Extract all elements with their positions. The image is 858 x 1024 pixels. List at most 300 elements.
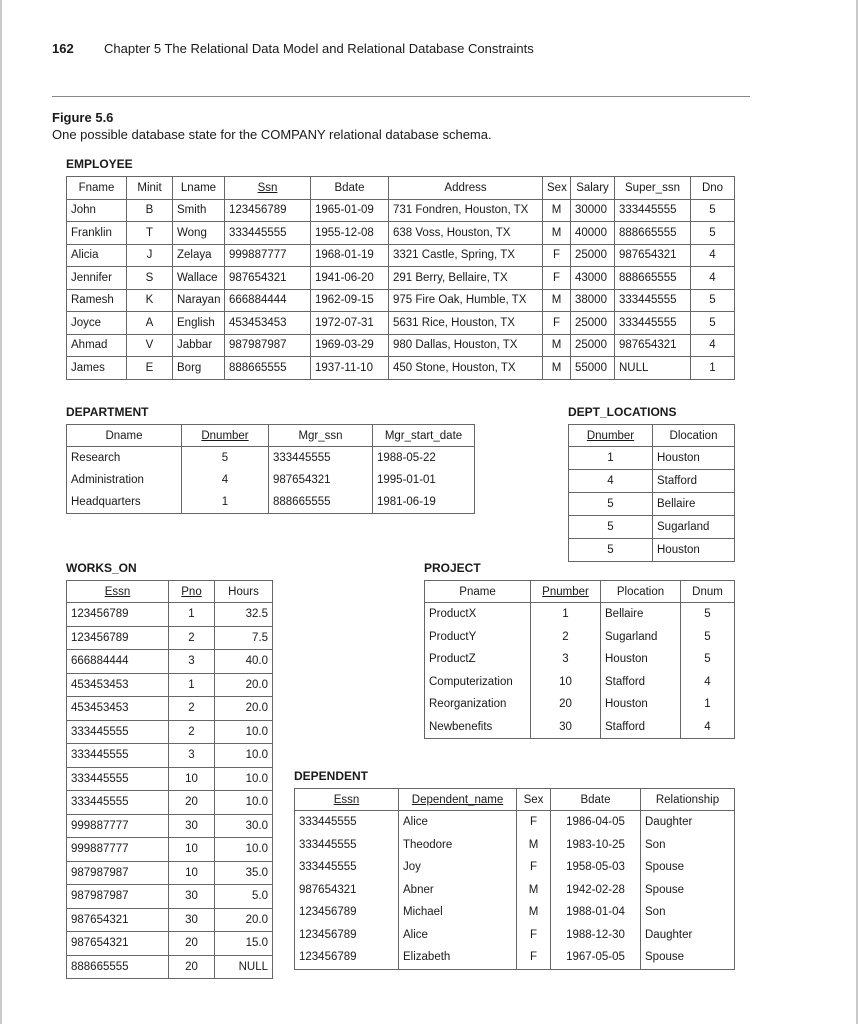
column-header (67, 581, 169, 603)
table-row (67, 357, 735, 380)
table-row (569, 470, 735, 493)
column-header (517, 789, 551, 811)
table-cell: Theodore (399, 834, 517, 857)
column-header (269, 425, 373, 447)
table-cell: 333445555 (295, 811, 399, 834)
table-row (67, 626, 273, 650)
table-cell: 333445555 (67, 791, 169, 815)
table-row (425, 648, 735, 671)
table-cell: M (517, 879, 551, 902)
dept-locations-table (568, 424, 735, 562)
table-cell: 888665555 (225, 357, 311, 380)
running-header (52, 41, 534, 56)
table-cell: 987654321 (67, 932, 169, 956)
table-cell: F (517, 946, 551, 969)
table-cell: 1968-01-19 (311, 244, 389, 267)
table-cell: 987987987 (67, 885, 169, 909)
table-header-row (569, 425, 735, 447)
table-cell: Bellaire (653, 493, 735, 516)
table-cell: Spouse (645, 951, 685, 964)
table-cell: Spouse (645, 861, 685, 874)
column-header-label: Pnumber (542, 585, 589, 598)
table-cell: 30 (531, 716, 601, 739)
table-cell: 333445555 (615, 312, 691, 335)
table-cell: 5 (704, 653, 711, 666)
table-cell: M (543, 222, 571, 245)
table-cell: 2 (169, 626, 215, 650)
column-header (173, 177, 225, 200)
table-row (295, 879, 735, 902)
table-cell: 638 Voss, Houston, TX (389, 222, 543, 245)
table-cell: 25000 (571, 244, 615, 267)
table-cell: 5 (691, 312, 735, 335)
project-label: PROJECT (424, 561, 481, 575)
table-cell: Administration (67, 469, 182, 491)
table-cell: 1958-05-03 (551, 856, 641, 879)
table-cell: Houston (653, 539, 735, 562)
table-cell: Franklin (67, 222, 127, 245)
table-cell: 5 (704, 608, 711, 621)
column-header (225, 177, 311, 200)
table-cell: 333445555 (67, 720, 169, 744)
table-cell: 1988-12-30 (551, 924, 641, 947)
table-cell: Headquarters (67, 491, 182, 514)
figure-caption: One possible database state for the COMPANY relational database schema. (52, 127, 492, 142)
table-cell: 123456789 (67, 603, 169, 627)
column-header (569, 425, 653, 447)
column-header-label: Ssn (257, 181, 278, 194)
table-cell: T (127, 222, 173, 245)
table-row (67, 289, 735, 312)
chapter-title: Chapter 5 The Relational Data Model and Relational Database Constraints (104, 41, 534, 56)
table-row (569, 539, 735, 562)
table-cell: Alicia (67, 244, 127, 267)
table-cell: 4 (182, 469, 269, 491)
table-cell: James (67, 357, 127, 380)
table-cell: 7.5 (215, 626, 273, 650)
table-cell: Joyce (67, 312, 127, 335)
table-cell: 987987987 (67, 861, 169, 885)
table-cell: 1 (169, 603, 215, 627)
table-cell: Research (67, 447, 182, 470)
table-cell: 987654321 (269, 469, 373, 491)
table-cell: 5 (569, 493, 653, 516)
table-row (67, 312, 735, 335)
table-cell: 987654321 (615, 244, 691, 267)
table-cell: 1981-06-19 (377, 496, 436, 508)
table-cell: 4 (691, 267, 735, 290)
table-cell: 5 (691, 222, 735, 245)
table-cell: 731 Fondren, Houston, TX (389, 199, 543, 222)
table-row (425, 603, 735, 626)
table-cell: 10.0 (215, 838, 273, 862)
table-cell: 4 (704, 720, 711, 733)
table-row (67, 222, 735, 245)
table-cell: F (543, 312, 571, 335)
table-cell: 2 (169, 720, 215, 744)
table-cell: 987987987 (225, 334, 311, 357)
table-cell: Ramesh (67, 289, 127, 312)
table-row (67, 955, 273, 979)
table-cell: Son (645, 906, 666, 919)
table-cell: 1 (531, 603, 601, 626)
column-header-label: Plocation (616, 585, 665, 598)
table-cell: 10.0 (215, 720, 273, 744)
table-row (67, 791, 273, 815)
table-cell: M (543, 357, 571, 380)
table-cell: 888665555 (67, 955, 169, 979)
column-header-label: Sex (547, 181, 567, 194)
table-cell: 1942-02-28 (551, 879, 641, 902)
table-cell: 35.0 (215, 861, 273, 885)
table-cell: 333445555 (295, 856, 399, 879)
column-header-label: Bdate (580, 793, 611, 806)
column-header-label: Dlocation (669, 429, 718, 442)
table-cell: Daughter (645, 928, 693, 941)
table-cell: 1955-12-08 (311, 222, 389, 245)
table-cell: A (127, 312, 173, 335)
table-cell: 980 Dallas, Houston, TX (389, 334, 543, 357)
table-cell: 1967-05-05 (551, 946, 641, 969)
table-cell: 333445555 (615, 199, 691, 222)
table-cell: 1988-05-22 (377, 452, 436, 464)
table-cell: 333445555 (225, 222, 311, 245)
table-cell: Smith (173, 199, 225, 222)
table-row (67, 908, 273, 932)
table-cell: 1986-04-05 (551, 811, 641, 834)
table-cell: 453453453 (67, 673, 169, 697)
table-cell: 32.5 (215, 603, 273, 627)
table-row (67, 199, 735, 222)
table-cell: Houston (601, 648, 681, 671)
table-cell: 1941-06-20 (311, 267, 389, 290)
table-cell: 333445555 (67, 767, 169, 791)
table-cell: F (517, 811, 551, 834)
table-cell: 10.0 (215, 791, 273, 815)
employee-table (66, 176, 735, 380)
column-header (215, 581, 273, 603)
column-header (67, 177, 127, 200)
table-cell: 1937-11-10 (311, 357, 389, 380)
table-cell: Computerization (425, 671, 531, 694)
column-header (127, 177, 173, 200)
header-rule (52, 96, 750, 97)
table-cell: Abner (399, 879, 517, 902)
column-header (531, 581, 601, 603)
table-cell: Wallace (173, 267, 225, 290)
table-cell: 123456789 (225, 199, 311, 222)
table-row (67, 861, 273, 885)
table-cell: 5 (691, 289, 735, 312)
table-cell: 453453453 (225, 312, 311, 335)
table-cell: Bellaire (601, 603, 681, 626)
table-cell: Houston (601, 693, 681, 716)
table-cell: 5 (182, 447, 269, 470)
table-cell: 1995-01-01 (377, 474, 436, 486)
table-row (67, 767, 273, 791)
table-cell: 38000 (571, 289, 615, 312)
table-cell: 10 (169, 861, 215, 885)
table-cell: NULL (215, 955, 273, 979)
table-cell: 123456789 (67, 626, 169, 650)
table-cell: 5 (569, 539, 653, 562)
column-header-label: Bdate (334, 181, 365, 194)
project-table (424, 580, 735, 739)
dept-locations-label: DEPT_LOCATIONS (568, 405, 677, 419)
column-header-label: Sex (523, 793, 544, 806)
table-cell: Narayan (173, 289, 225, 312)
table-cell: 1983-10-25 (551, 834, 641, 857)
table-cell: 20 (169, 955, 215, 979)
table-cell: 333445555 (67, 744, 169, 768)
table-row (67, 447, 475, 470)
column-header-label: Pno (181, 585, 202, 598)
table-row (67, 469, 475, 491)
table-cell: F (543, 267, 571, 290)
table-row (295, 924, 735, 947)
column-header-label: Dnum (692, 585, 723, 598)
table-cell: John (67, 199, 127, 222)
table-cell: 453453453 (67, 697, 169, 721)
table-cell: Son (645, 838, 666, 851)
table-row (295, 946, 735, 969)
table-cell: M (543, 199, 571, 222)
table-cell: Ahmad (67, 334, 127, 357)
table-cell: Stafford (653, 470, 735, 493)
column-header-label: Address (444, 181, 487, 194)
table-row (67, 720, 273, 744)
table-cell: 888665555 (615, 222, 691, 245)
table-cell: 4 (569, 470, 653, 493)
column-header (571, 177, 615, 200)
table-cell: 888665555 (615, 267, 691, 290)
table-cell: 15.0 (215, 932, 273, 956)
table-cell: Joy (399, 856, 517, 879)
column-header (641, 789, 735, 811)
table-cell: 4 (704, 675, 711, 688)
works-on-table (66, 580, 273, 979)
table-cell: 5.0 (215, 885, 273, 909)
table-cell: Newbenefits (425, 716, 531, 739)
column-header (182, 425, 269, 447)
table-row (569, 493, 735, 516)
table-header-row (425, 581, 735, 603)
column-header (311, 177, 389, 200)
table-cell: 10 (531, 671, 601, 694)
column-header-label: Hours (228, 585, 259, 598)
table-cell: Reorganization (425, 693, 531, 716)
table-row (67, 244, 735, 267)
page-left-edge (0, 0, 2, 1024)
department-label: DEPARTMENT (66, 405, 149, 419)
table-cell: F (517, 856, 551, 879)
table-cell: 1 (691, 357, 735, 380)
table-row (67, 334, 735, 357)
column-header-label: Dnumber (201, 429, 249, 442)
table-cell: 666884444 (225, 289, 311, 312)
column-header (67, 425, 182, 447)
table-cell: 975 Fire Oak, Humble, TX (389, 289, 543, 312)
table-cell: Sugarland (601, 626, 681, 649)
table-cell: 40000 (571, 222, 615, 245)
table-cell: Houston (653, 447, 735, 470)
column-header-label: Minit (137, 181, 162, 194)
table-cell: 30 (169, 814, 215, 838)
table-cell: 2 (169, 697, 215, 721)
table-cell: Stafford (601, 716, 681, 739)
table-cell: 25000 (571, 334, 615, 357)
column-header (543, 177, 571, 200)
table-cell: 25000 (571, 312, 615, 335)
table-cell: 4 (691, 244, 735, 267)
table-cell: 333445555 (269, 447, 373, 470)
table-cell: Jabbar (173, 334, 225, 357)
table-row (67, 814, 273, 838)
table-cell: 987654321 (615, 334, 691, 357)
column-header (169, 581, 215, 603)
table-row (67, 650, 273, 674)
column-header-label: Essn (333, 793, 360, 806)
table-cell: 10 (169, 767, 215, 791)
table-cell: 20.0 (215, 908, 273, 932)
figure-title: Figure 5.6 (52, 110, 114, 125)
table-cell: 30 (169, 908, 215, 932)
table-row (425, 626, 735, 649)
table-row (295, 834, 735, 857)
column-header (615, 177, 691, 200)
column-header-label: Dependent_name (411, 793, 504, 806)
table-row (67, 885, 273, 909)
table-cell: English (173, 312, 225, 335)
table-cell: M (517, 901, 551, 924)
table-cell: 10.0 (215, 744, 273, 768)
table-row (67, 744, 273, 768)
table-row (295, 856, 735, 879)
table-cell: 1 (704, 698, 711, 711)
table-cell: 20.0 (215, 673, 273, 697)
column-header (691, 177, 735, 200)
table-cell: 1969-03-29 (311, 334, 389, 357)
table-cell: Michael (399, 901, 517, 924)
table-cell: V (127, 334, 173, 357)
column-header (681, 581, 735, 603)
table-cell: 43000 (571, 267, 615, 290)
table-cell: Borg (173, 357, 225, 380)
dependent-label: DEPENDENT (294, 769, 369, 783)
table-header-row (295, 789, 735, 811)
table-row (295, 811, 735, 834)
table-cell: 30000 (571, 199, 615, 222)
table-cell: 123456789 (295, 946, 399, 969)
table-cell: 20.0 (215, 697, 273, 721)
table-row (67, 267, 735, 290)
table-cell: 5 (704, 630, 711, 643)
table-row (67, 697, 273, 721)
table-cell: 987654321 (225, 267, 311, 290)
column-header (389, 177, 543, 200)
table-cell: 5 (569, 516, 653, 539)
table-row (569, 516, 735, 539)
table-cell: Alice (399, 811, 517, 834)
table-cell: 3 (531, 648, 601, 671)
table-cell: Zelaya (173, 244, 225, 267)
table-cell: 987654321 (67, 908, 169, 932)
table-cell: ProductX (425, 603, 531, 626)
table-cell: Jennifer (67, 267, 127, 290)
table-cell: 3 (169, 650, 215, 674)
table-cell: 1972-07-31 (311, 312, 389, 335)
table-cell: 20 (169, 791, 215, 815)
employee-label: EMPLOYEE (66, 157, 133, 171)
department-table (66, 424, 475, 514)
table-cell: M (543, 289, 571, 312)
table-row (425, 716, 735, 739)
table-cell: J (127, 244, 173, 267)
table-row (67, 603, 273, 627)
table-header-row (67, 425, 475, 447)
column-header (425, 581, 531, 603)
column-header-label: Mgr_ssn (298, 429, 343, 442)
table-cell: Wong (173, 222, 225, 245)
table-cell: 1962-09-15 (311, 289, 389, 312)
table-row (569, 447, 735, 470)
column-header (295, 789, 399, 811)
table-row (67, 491, 475, 514)
table-cell: 666884444 (67, 650, 169, 674)
table-cell: E (127, 357, 173, 380)
table-cell: NULL (615, 357, 691, 380)
table-cell: Sugarland (653, 516, 735, 539)
column-header-label: Dno (701, 181, 724, 194)
table-cell: 123456789 (295, 924, 399, 947)
table-cell: ProductZ (425, 648, 531, 671)
column-header (399, 789, 517, 811)
table-cell: 1 (182, 491, 269, 514)
table-cell: 30.0 (215, 814, 273, 838)
table-cell: 999887777 (67, 814, 169, 838)
table-cell: Daughter (645, 816, 693, 829)
column-header-label: Relationship (655, 793, 720, 806)
dependent-table (294, 788, 735, 970)
table-row (67, 932, 273, 956)
table-row (295, 901, 735, 924)
table-cell: M (517, 834, 551, 857)
table-cell: F (517, 924, 551, 947)
table-cell: 20 (169, 932, 215, 956)
table-header-row (67, 177, 735, 200)
table-header-row (67, 581, 273, 603)
table-cell: 5631 Rice, Houston, TX (389, 312, 543, 335)
table-cell: 333445555 (615, 289, 691, 312)
table-cell: 888665555 (269, 491, 373, 514)
page-number: 162 (52, 41, 74, 56)
table-cell: Elizabeth (399, 946, 517, 969)
column-header-label: Essn (104, 585, 131, 598)
table-cell: Spouse (645, 883, 685, 896)
table-cell: 40.0 (215, 650, 273, 674)
table-cell: 1988-01-04 (551, 901, 641, 924)
works-on-label: WORKS_ON (66, 561, 137, 575)
table-cell: 333445555 (295, 834, 399, 857)
table-cell: M (543, 334, 571, 357)
column-header (551, 789, 641, 811)
table-row (425, 671, 735, 694)
table-cell: K (127, 289, 173, 312)
column-header-label: Mgr_start_date (384, 429, 463, 442)
column-header (601, 581, 681, 603)
table-cell: 5 (691, 199, 735, 222)
table-cell: S (127, 267, 173, 290)
